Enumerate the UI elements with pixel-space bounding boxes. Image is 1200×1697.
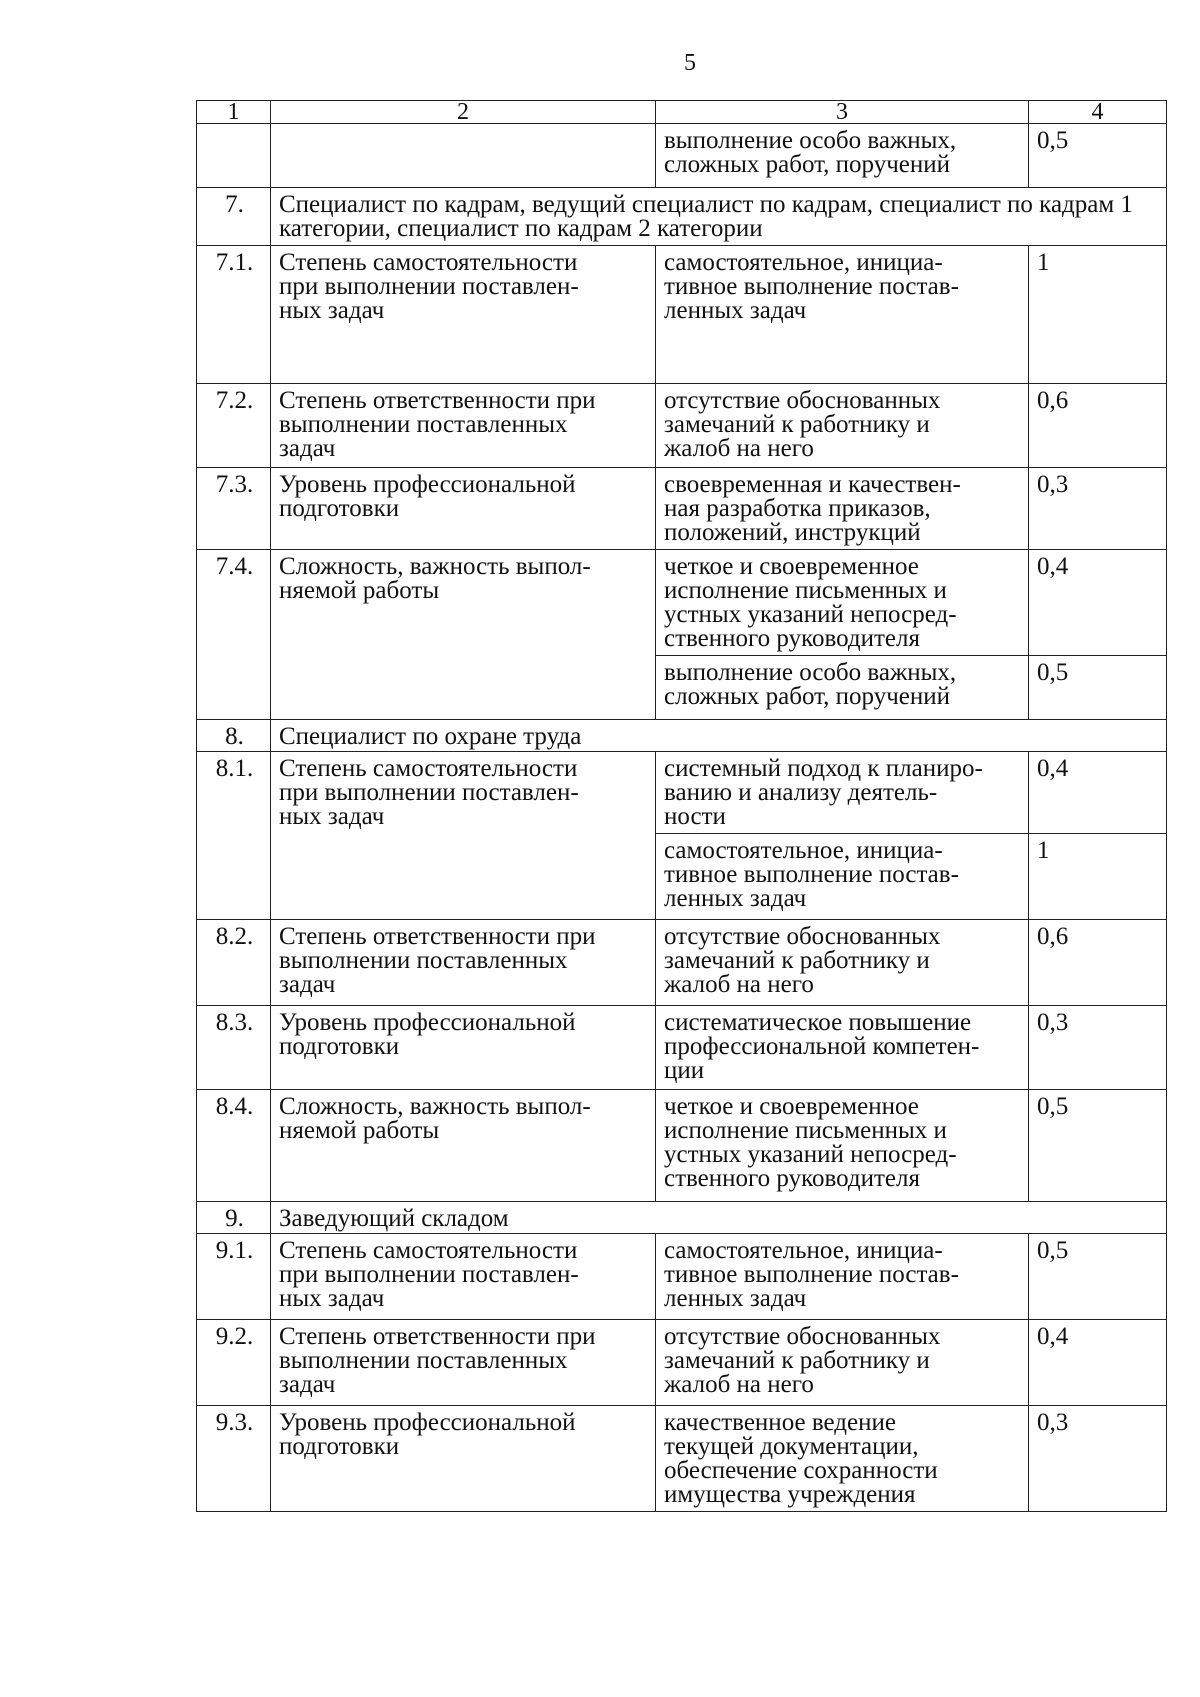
points-cell: 1 — [1029, 834, 1167, 920]
points-cell: 0,3 — [1029, 1006, 1167, 1090]
criterion-cell: Степень ответственности при выполнении поставленных задач — [271, 1320, 656, 1406]
points-cell: 1 — [1029, 246, 1167, 384]
column-header: 4 — [1029, 101, 1167, 124]
criterion-cell: Степень самостоятельности при выполнении поставлен- ных задач — [271, 246, 656, 384]
points-cell: 0,4 — [1029, 752, 1167, 834]
indicator-cell: систематическое повышение профессиональной компетен- ции — [656, 1006, 1029, 1090]
column-header: 2 — [271, 101, 656, 124]
indicator-cell: выполнение особо важных, сложных работ, поручений — [656, 656, 1029, 720]
criteria-table — [196, 100, 1167, 1512]
row-number: 7.3. — [197, 468, 271, 550]
indicator-cell: самостоятельное, инициа- тивное выполнение постав- ленных задач — [656, 246, 1029, 384]
points-cell: 0,3 — [1029, 468, 1167, 550]
criterion-cell: Уровень профессиональной подготовки — [271, 1006, 656, 1090]
table-row — [197, 246, 1167, 384]
table-row — [197, 468, 1167, 550]
criterion-cell — [271, 124, 656, 188]
section-row — [197, 720, 1167, 752]
points-cell: 0,4 — [1029, 1320, 1167, 1406]
page-number: 5 — [684, 50, 696, 76]
criterion-cell: Степень ответственности при выполнении поставленных задач — [271, 384, 656, 468]
indicator-cell: качественное ведение текущей документации, обеспечение сохранности имущества учреждения — [656, 1406, 1029, 1512]
indicator-cell: четкое и своевременное исполнение письменных и устных указаний непосред- ственного руководителя — [656, 550, 1029, 656]
table-row — [197, 1234, 1167, 1320]
section-number: 7. — [197, 188, 271, 246]
indicator-cell: выполнение особо важных, сложных работ, поручений — [656, 124, 1029, 188]
indicator-cell: четкое и своевременное исполнение письменных и устных указаний непосред- ственного руководителя — [656, 1090, 1029, 1202]
points-cell: 0,5 — [1029, 1090, 1167, 1202]
points-cell: 0,5 — [1029, 656, 1167, 720]
row-number: 7.1. — [197, 246, 271, 384]
row-number: 7.2. — [197, 384, 271, 468]
table-row — [197, 1320, 1167, 1406]
table-row — [197, 752, 1167, 834]
criterion-cell: Уровень профессиональной подготовки — [271, 468, 656, 550]
table-row — [197, 124, 1167, 188]
criterion-cell: Степень самостоятельности при выполнении поставлен- ных задач — [271, 1234, 656, 1320]
points-cell: 0,6 — [1029, 384, 1167, 468]
indicator-cell: самостоятельное, инициа- тивное выполнение постав- ленных задач — [656, 834, 1029, 920]
table-row — [197, 1006, 1167, 1090]
row-number: 7.4. — [197, 550, 271, 720]
section-title: Специалист по охране труда — [271, 720, 1167, 752]
points-cell: 0,4 — [1029, 550, 1167, 656]
row-number: 8.3. — [197, 1006, 271, 1090]
table-row — [197, 550, 1167, 656]
section-row — [197, 188, 1167, 246]
indicator-cell: системный подход к планиро- ванию и анализу деятель- ности — [656, 752, 1029, 834]
row-number: 8.2. — [197, 920, 271, 1006]
points-cell: 0,5 — [1029, 124, 1167, 188]
section-row — [197, 1202, 1167, 1234]
criterion-cell: Степень самостоятельности при выполнении поставлен- ных задач — [271, 752, 656, 920]
criterion-cell: Сложность, важность выпол- няемой работы — [271, 550, 656, 720]
criterion-cell: Степень ответственности при выполнении поставленных задач — [271, 920, 656, 1006]
indicator-cell: отсутствие обоснованных замечаний к работнику и жалоб на него — [656, 920, 1029, 1006]
criterion-cell: Уровень профессиональной подготовки — [271, 1406, 656, 1512]
table-row — [197, 1090, 1167, 1202]
row-number: 8.1. — [197, 752, 271, 920]
criterion-cell: Сложность, важность выпол- няемой работы — [271, 1090, 656, 1202]
section-title: Специалист по кадрам, ведущий специалист по кадрам, специалист по кадрам 1 категории, специалист по кадрам 2 категории — [271, 188, 1167, 246]
row-number: 9.1. — [197, 1234, 271, 1320]
column-header: 3 — [656, 101, 1029, 124]
table-row — [197, 1406, 1167, 1512]
section-number: 8. — [197, 720, 271, 752]
indicator-cell: самостоятельное, инициа- тивное выполнение постав- ленных задач — [656, 1234, 1029, 1320]
section-number: 9. — [197, 1202, 271, 1234]
table-row — [197, 384, 1167, 468]
indicator-cell: отсутствие обоснованных замечаний к работнику и жалоб на него — [656, 1320, 1029, 1406]
column-header: 1 — [197, 101, 271, 124]
row-number — [197, 124, 271, 188]
points-cell: 0,5 — [1029, 1234, 1167, 1320]
points-cell: 0,3 — [1029, 1406, 1167, 1512]
points-cell: 0,6 — [1029, 920, 1167, 1006]
indicator-cell: своевременная и качествен- ная разработка приказов, положений, инструкций — [656, 468, 1029, 550]
table-row — [197, 920, 1167, 1006]
row-number: 8.4. — [197, 1090, 271, 1202]
table-header-row — [197, 101, 1167, 124]
indicator-cell: отсутствие обоснованных замечаний к работнику и жалоб на него — [656, 384, 1029, 468]
row-number: 9.2. — [197, 1320, 271, 1406]
section-title: Заведующий складом — [271, 1202, 1167, 1234]
row-number: 9.3. — [197, 1406, 271, 1512]
